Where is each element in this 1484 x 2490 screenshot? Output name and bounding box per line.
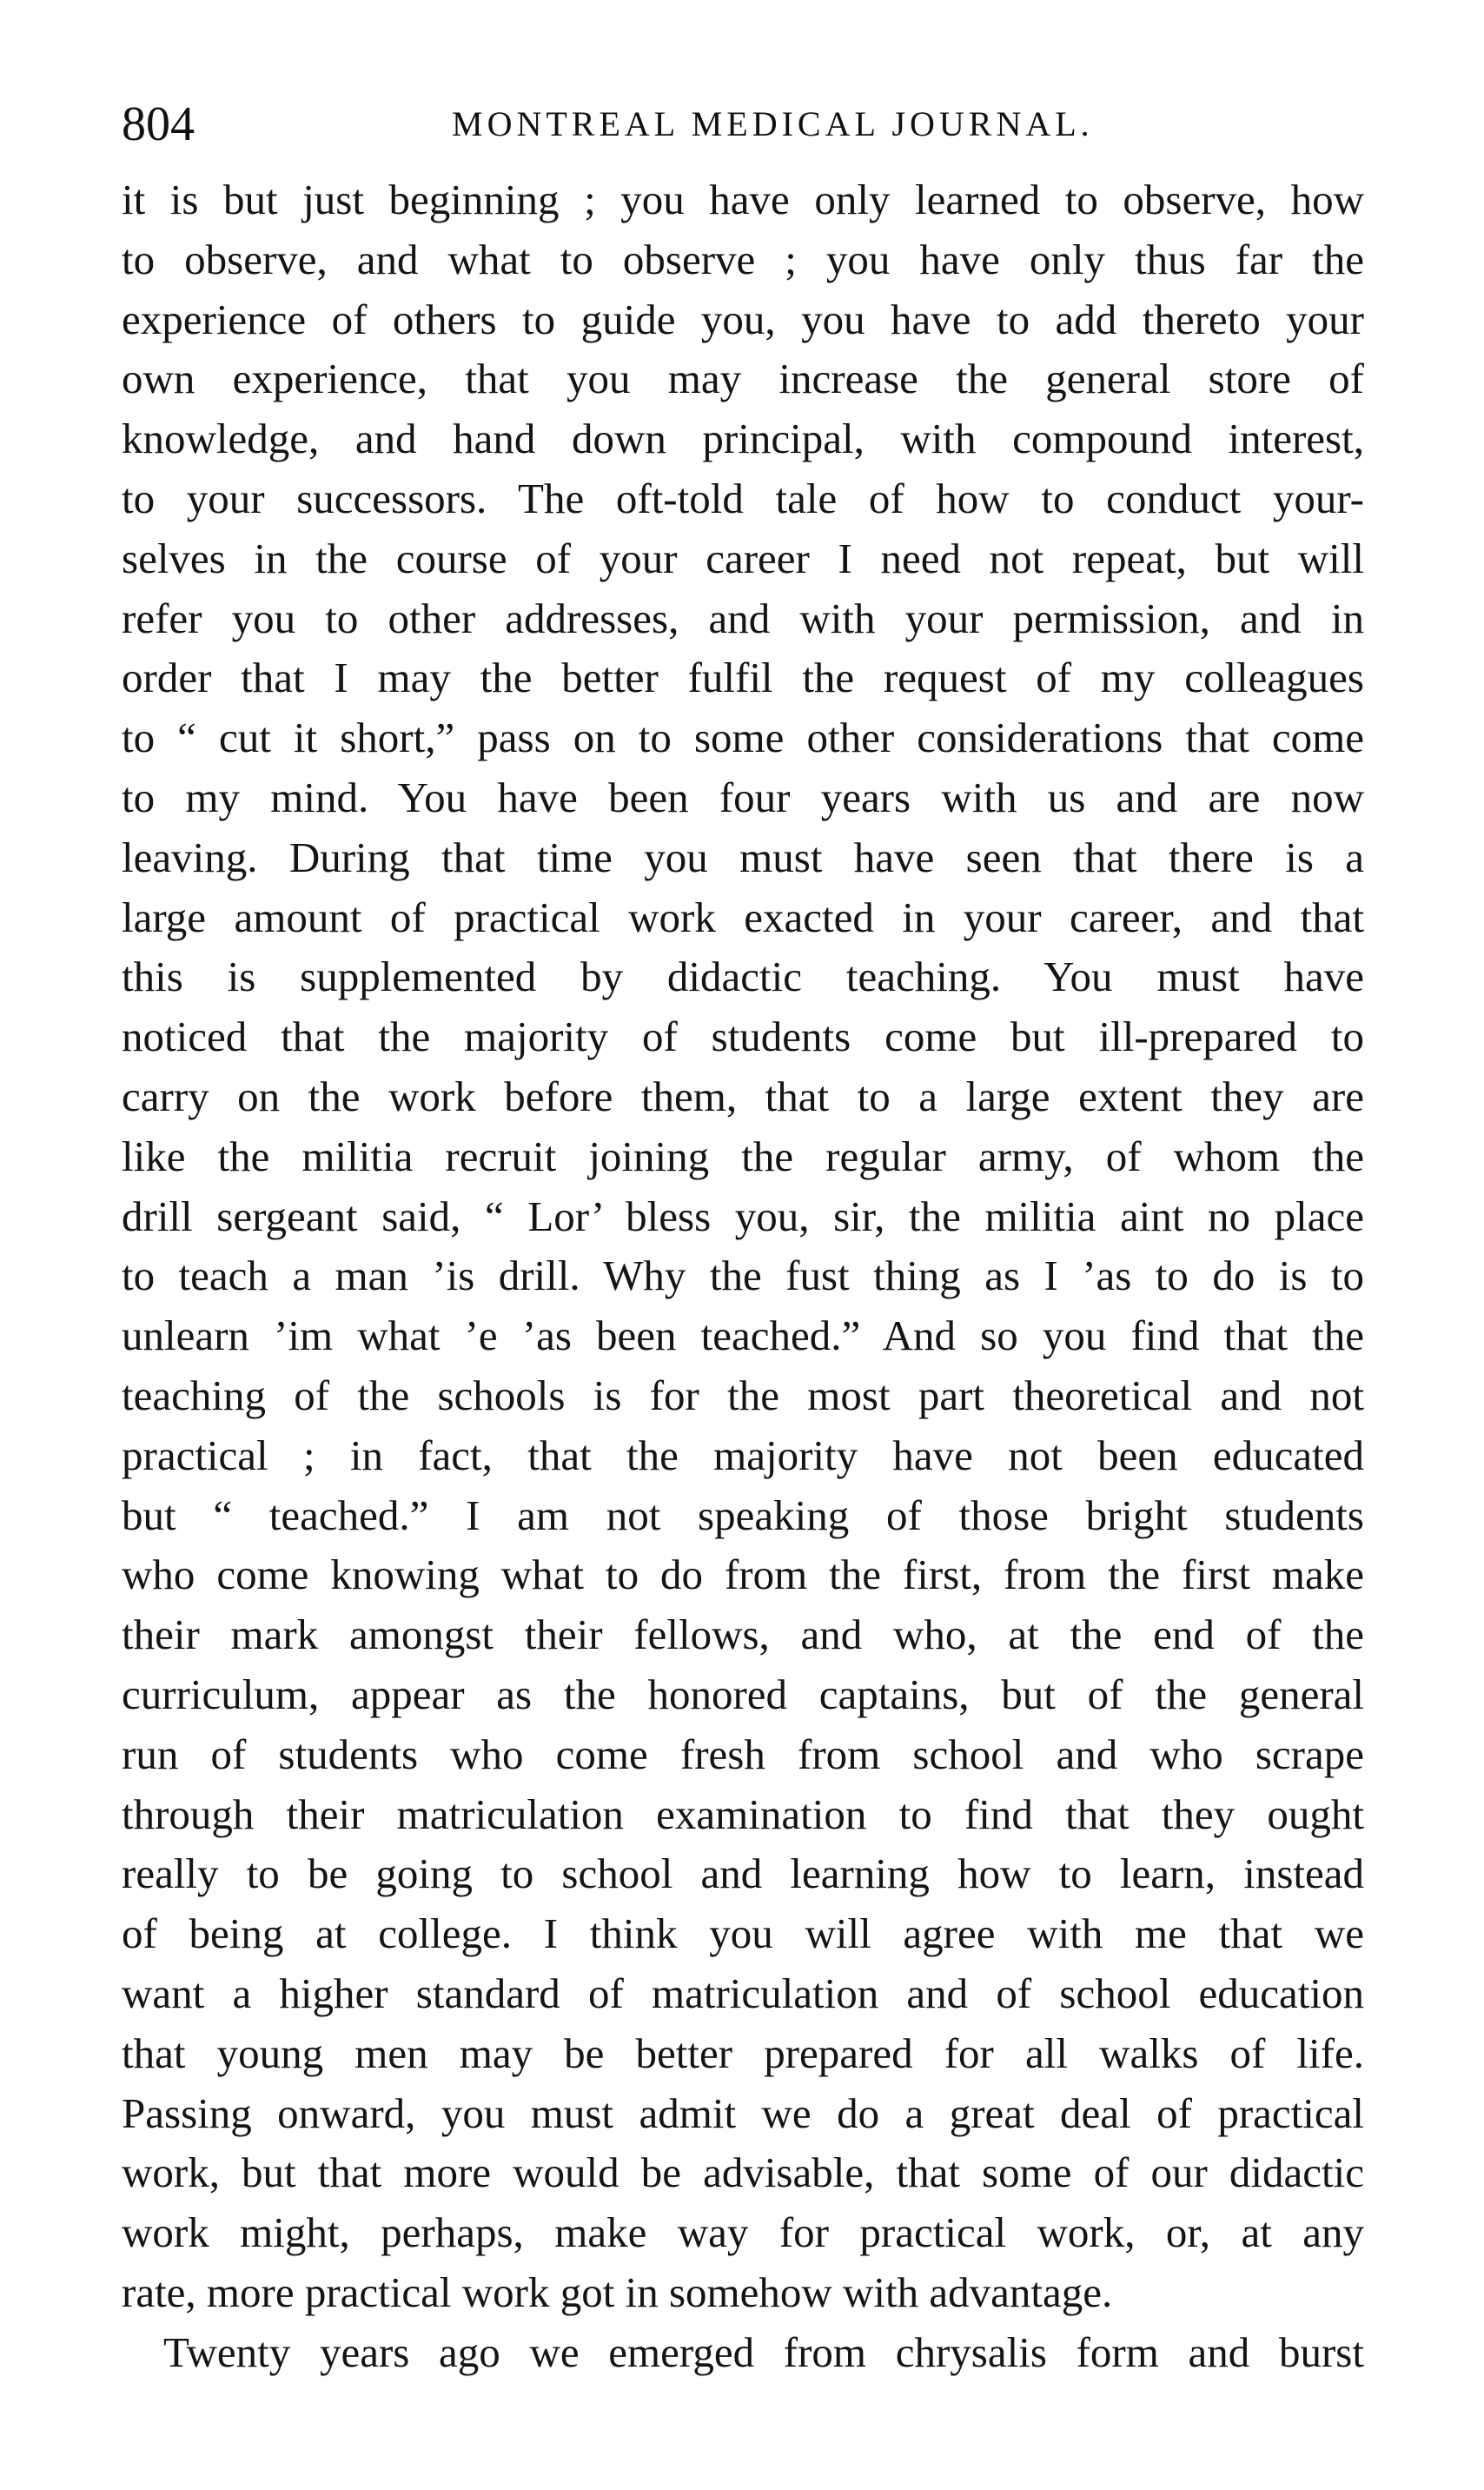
- text-line: large amount of practical work exacted in your career, and that: [122, 893, 1364, 941]
- text-line: Passing onward, you must admit we do a great deal of practical: [122, 2088, 1364, 2137]
- text-line: run of students who come fresh from school and who scrape: [122, 1730, 1364, 1778]
- text-line: knowledge, and hand down principal, with compound interest,: [122, 415, 1364, 463]
- text-line: but “ teached.” I am not speaking of those bright students: [122, 1491, 1364, 1539]
- text-line: refer you to other addresses, and with your permission, and in: [122, 594, 1364, 642]
- text-line: experience of others to guide you, you have to add thereto your: [122, 295, 1364, 343]
- text-line: want a higher standard of matriculation and of school education: [122, 1969, 1364, 2017]
- text-line: noticed that the majority of students come but ill-prepared to: [122, 1013, 1364, 1061]
- text-line: curriculum, appear as the honored captains, but of the general: [122, 1670, 1364, 1718]
- text-line: that young men may be better prepared for all walks of life.: [122, 2029, 1364, 2077]
- text-line: to teach a man ’is drill. Why the fust thing as I ’as to do is to: [122, 1252, 1364, 1300]
- text-line: carry on the work before them, that to a large extent they are: [122, 1072, 1364, 1120]
- text-line: work, but that more would be advisable, that some of our didactic: [122, 2148, 1364, 2197]
- text-line: through their matriculation examination to find that they ought: [122, 1789, 1364, 1838]
- text-line: practical ; in fact, that the majority have not been educated: [122, 1431, 1364, 1479]
- text-line: who come knowing what to do from the first, from the first make: [122, 1550, 1364, 1599]
- text-line: their mark amongst their fellows, and who, at the end of the: [122, 1610, 1364, 1659]
- page-header: [122, 94, 1364, 155]
- text-line: order that I may the better fulfil the request of my colleagues: [122, 654, 1364, 702]
- text-line: it is but just beginning ; you have only learned to observe, how: [122, 176, 1364, 223]
- text-line: of being at college. I think you will agree with me that we: [122, 1909, 1364, 1958]
- text-line: to observe, and what to observe ; you have only thus far the: [122, 235, 1364, 283]
- text-line: selves in the course of your career I need not repeat, but will: [122, 534, 1364, 582]
- text-line: unlearn ’im what ’e ’as been teached.” And so you find that the: [122, 1311, 1364, 1360]
- body-text: [122, 170, 1364, 2382]
- page-number: 804: [122, 97, 195, 151]
- text-line: to “ cut it short,” pass on to some other considerations that come: [122, 714, 1364, 762]
- text-line: this is supplemented by didactic teaching. You must have: [122, 953, 1364, 1001]
- text-line: to your successors. The oft-told tale of how to conduct your-: [122, 474, 1364, 522]
- text-line: like the militia recruit joining the regular army, of whom the: [122, 1132, 1364, 1180]
- text-line: work might, perhaps, make way for practical work, or, at any: [122, 2208, 1364, 2257]
- text-line: leaving. During that time you must have seen that there is a: [122, 833, 1364, 881]
- running-title: MONTREAL MEDICAL JOURNAL.: [452, 104, 1094, 143]
- paragraph-start-line: Twenty years ago we emerged from chrysalis form and burst: [163, 2327, 1364, 2376]
- text-line: to my mind. You have been four years with us and are now: [122, 773, 1364, 821]
- text-line: teaching of the schools is for the most part theoretical and not: [122, 1371, 1364, 1419]
- text-line: own experience, that you may increase the general store of: [122, 355, 1364, 403]
- text-line: drill sergeant said, “ Lor’ bless you, sir, the militia aint no place: [122, 1192, 1364, 1240]
- text-line: really to be going to school and learning how to learn, instead: [122, 1849, 1364, 1898]
- text-line: rate, more practical work got in somehow with advantage.: [122, 2268, 1113, 2316]
